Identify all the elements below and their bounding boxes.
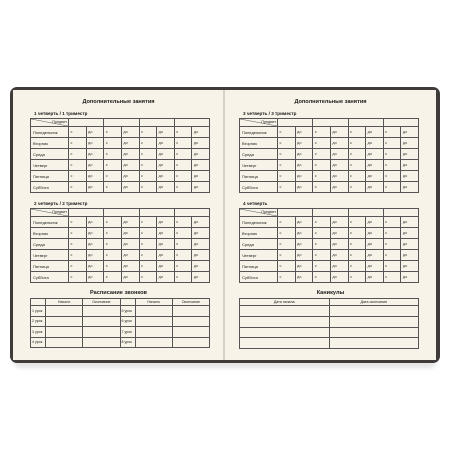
time-to-cell: до [86, 217, 104, 228]
quarter-4-table [239, 208, 419, 283]
subject-header-cell [240, 119, 278, 127]
subject-header-cell [31, 209, 69, 217]
time-to-cell: до [121, 127, 139, 138]
time-to-cell: до [366, 171, 384, 182]
subject-column-cell [383, 119, 418, 127]
time-from-cell: с [69, 228, 87, 239]
time-from-cell: с [139, 272, 157, 283]
time-from-cell: с [174, 149, 192, 160]
time-to-cell: до [366, 182, 384, 193]
subject-column-cell [278, 119, 313, 127]
time-from-cell: с [278, 250, 296, 261]
time-from-cell: с [383, 182, 401, 193]
time-from-cell: с [383, 217, 401, 228]
day-label: Вторник [240, 138, 278, 149]
time-from-cell: с [348, 217, 366, 228]
holiday-end-header: Дата окончания [329, 299, 419, 306]
lesson-label: 3 урок [31, 327, 46, 338]
right-page-title: Дополнительные занятия [294, 99, 367, 105]
time-to-cell: до [192, 228, 210, 239]
lesson-label: 2 урок [31, 316, 46, 327]
bell-schedule-title: Расписание звонков [90, 290, 147, 296]
time-to-cell: до [295, 272, 313, 283]
day-label: Суббота [240, 182, 278, 193]
time-from-cell: с [278, 217, 296, 228]
time-to-cell: до [192, 182, 210, 193]
time-to-cell: до [295, 160, 313, 171]
time-to-cell: до [157, 228, 175, 239]
time-from-cell: с [69, 272, 87, 283]
time-to-cell: до [86, 127, 104, 138]
day-label: Четверг [240, 250, 278, 261]
time-from-cell: с [139, 239, 157, 250]
day-label: Вторник [31, 138, 69, 149]
bell-end-header: Окончание [83, 299, 120, 306]
time-from-cell: с [104, 149, 122, 160]
time-from-cell: с [139, 182, 157, 193]
time-from-cell: с [313, 138, 331, 149]
day-row [31, 138, 210, 149]
quarter-3-label: 3 четверть / 3 триместр [243, 111, 297, 116]
time-to-cell: до [192, 272, 210, 283]
day-row [240, 239, 419, 250]
time-to-cell: до [86, 171, 104, 182]
time-to-cell: до [121, 171, 139, 182]
subject-header-label: Предмет [261, 119, 276, 124]
subject-column-cell [174, 119, 209, 127]
day-row [31, 272, 210, 283]
time-from-cell: с [174, 239, 192, 250]
time-to-cell: до [86, 182, 104, 193]
time-from-cell: с [139, 138, 157, 149]
time-to-cell: до [330, 250, 348, 261]
holiday-start-header: Дата начала [240, 299, 330, 306]
time-from-cell: с [348, 272, 366, 283]
subject-header-label: Предмет [52, 119, 67, 124]
time-to-cell: до [121, 160, 139, 171]
time-from-cell: с [313, 250, 331, 261]
day-row [31, 239, 210, 250]
time-from-cell: с [313, 182, 331, 193]
time-from-cell: с [69, 171, 87, 182]
time-to-cell: до [401, 182, 419, 193]
time-to-cell: до [295, 250, 313, 261]
time-from-cell: с [139, 217, 157, 228]
time-from-cell: с [383, 127, 401, 138]
lesson-label: 8 урок [120, 337, 135, 348]
time-to-cell: до [401, 228, 419, 239]
time-to-cell: до [192, 239, 210, 250]
right-page [225, 90, 436, 360]
time-to-cell: до [157, 171, 175, 182]
time-to-cell: до [330, 127, 348, 138]
time-from-cell: с [313, 127, 331, 138]
time-from-cell: с [313, 160, 331, 171]
time-to-cell: до [295, 171, 313, 182]
day-label: Вторник [240, 228, 278, 239]
time-from-cell: с [313, 261, 331, 272]
day-row [240, 138, 419, 149]
time-from-cell: с [174, 127, 192, 138]
day-label: Пятница [31, 171, 69, 182]
time-to-cell: до [330, 138, 348, 149]
time-from-cell: с [313, 272, 331, 283]
time-to-cell: до [86, 250, 104, 261]
time-to-cell: до [401, 250, 419, 261]
time-to-cell: до [366, 250, 384, 261]
time-to-cell: до [121, 149, 139, 160]
time-from-cell: с [278, 261, 296, 272]
time-from-cell: с [348, 127, 366, 138]
time-to-cell: до [86, 261, 104, 272]
time-to-cell: до [192, 127, 210, 138]
left-page [13, 90, 224, 360]
time-from-cell: с [104, 171, 122, 182]
day-row [240, 217, 419, 228]
time-from-cell: с [174, 160, 192, 171]
day-label: Понедельник [31, 217, 69, 228]
time-to-cell: до [121, 138, 139, 149]
subject-column-cell [69, 209, 104, 217]
time-from-cell: с [69, 250, 87, 261]
time-to-cell: до [366, 272, 384, 283]
time-from-cell: с [278, 149, 296, 160]
day-label: Среда [240, 239, 278, 250]
time-to-cell: до [295, 217, 313, 228]
time-to-cell: до [157, 149, 175, 160]
time-to-cell: до [86, 138, 104, 149]
lesson-label: 4 урок [31, 337, 46, 348]
time-to-cell: до [366, 138, 384, 149]
time-to-cell: до [121, 217, 139, 228]
time-to-cell: до [366, 217, 384, 228]
subject-column-cell [104, 209, 139, 217]
time-from-cell: с [383, 160, 401, 171]
time-to-cell: до [157, 127, 175, 138]
time-from-cell: с [174, 250, 192, 261]
day-row [240, 228, 419, 239]
time-to-cell: до [157, 182, 175, 193]
time-to-cell: до [157, 250, 175, 261]
time-to-cell: до [330, 160, 348, 171]
time-to-cell: до [366, 261, 384, 272]
time-from-cell: с [348, 250, 366, 261]
quarter-2-label: 2 четверть / 2 триместр [34, 201, 88, 206]
time-to-cell: до [330, 217, 348, 228]
time-to-cell: до [192, 171, 210, 182]
time-to-cell: до [157, 138, 175, 149]
day-label: Пятница [31, 261, 69, 272]
time-to-cell: до [401, 160, 419, 171]
time-from-cell: с [174, 171, 192, 182]
time-to-cell: до [330, 171, 348, 182]
time-from-cell: с [104, 138, 122, 149]
quarter-4-label: 4 четверть [243, 201, 268, 206]
day-label: Среда [240, 149, 278, 160]
time-to-cell: до [401, 149, 419, 160]
time-from-cell: с [139, 171, 157, 182]
day-row [240, 182, 419, 193]
time-to-cell: до [157, 160, 175, 171]
time-from-cell: с [69, 127, 87, 138]
day-row [240, 250, 419, 261]
time-from-cell: с [104, 228, 122, 239]
time-from-cell: с [104, 272, 122, 283]
time-from-cell: с [348, 171, 366, 182]
time-from-cell: с [69, 261, 87, 272]
time-to-cell: до [295, 182, 313, 193]
quarter-1-label: 1 четверть / 1 триместр [34, 111, 88, 116]
time-from-cell: с [174, 217, 192, 228]
day-row [31, 149, 210, 160]
time-from-cell: с [383, 228, 401, 239]
day-row [240, 160, 419, 171]
day-row [31, 182, 210, 193]
subject-header-label: Предмет [261, 209, 276, 214]
time-from-cell: с [104, 239, 122, 250]
day-label: Пятница [240, 171, 278, 182]
time-from-cell: с [313, 171, 331, 182]
time-from-cell: с [69, 138, 87, 149]
time-from-cell: с [69, 217, 87, 228]
time-to-cell: до [330, 239, 348, 250]
day-row [240, 149, 419, 160]
time-to-cell: до [86, 149, 104, 160]
time-from-cell: с [139, 149, 157, 160]
time-to-cell: до [295, 261, 313, 272]
time-to-cell: до [157, 217, 175, 228]
time-from-cell: с [383, 149, 401, 160]
subject-column-cell [104, 119, 139, 127]
time-from-cell: с [139, 127, 157, 138]
left-page-title: Дополнительные занятия [82, 99, 155, 105]
time-from-cell: с [139, 261, 157, 272]
time-from-cell: с [313, 239, 331, 250]
time-from-cell: с [278, 160, 296, 171]
holidays-table [239, 298, 419, 349]
time-to-cell: до [401, 127, 419, 138]
time-from-cell: с [348, 261, 366, 272]
holidays-title: Каникулы [316, 290, 345, 296]
subject-column-cell [139, 209, 174, 217]
time-to-cell: до [295, 239, 313, 250]
time-from-cell: с [348, 228, 366, 239]
day-row [31, 250, 210, 261]
time-to-cell: до [366, 228, 384, 239]
time-from-cell: с [348, 138, 366, 149]
subject-column-cell [174, 209, 209, 217]
time-from-cell: с [278, 171, 296, 182]
time-to-cell: до [121, 182, 139, 193]
subject-header-label: Предмет [52, 209, 67, 214]
time-to-cell: до [121, 239, 139, 250]
day-label: Четверг [240, 160, 278, 171]
bell-end-header: Окончание [172, 299, 209, 306]
day-label: Суббота [31, 182, 69, 193]
time-from-cell: с [383, 250, 401, 261]
time-from-cell: с [313, 228, 331, 239]
time-to-cell: до [366, 149, 384, 160]
quarter-3-table [239, 118, 419, 193]
time-from-cell: с [104, 217, 122, 228]
time-from-cell: с [139, 228, 157, 239]
time-to-cell: до [330, 182, 348, 193]
day-row [31, 261, 210, 272]
time-to-cell: до [121, 250, 139, 261]
time-from-cell: с [174, 272, 192, 283]
time-from-cell: с [104, 250, 122, 261]
subject-column-cell [348, 119, 383, 127]
time-to-cell: до [157, 239, 175, 250]
subject-column-cell [383, 209, 418, 217]
time-to-cell: до [121, 272, 139, 283]
time-from-cell: с [69, 182, 87, 193]
day-row [31, 228, 210, 239]
time-to-cell: до [86, 239, 104, 250]
time-to-cell: до [295, 127, 313, 138]
time-from-cell: с [278, 138, 296, 149]
time-from-cell: с [348, 239, 366, 250]
day-label: Среда [31, 239, 69, 250]
day-label: Понедельник [240, 217, 278, 228]
time-from-cell: с [348, 182, 366, 193]
subject-column-cell [313, 209, 348, 217]
time-from-cell: с [383, 261, 401, 272]
day-row [240, 127, 419, 138]
time-from-cell: с [278, 182, 296, 193]
time-from-cell: с [139, 160, 157, 171]
time-from-cell: с [69, 160, 87, 171]
time-from-cell: с [383, 239, 401, 250]
time-from-cell: с [348, 149, 366, 160]
quarter-2-table [30, 208, 210, 283]
subject-column-cell [139, 119, 174, 127]
time-from-cell: с [278, 228, 296, 239]
bell-schedule-table [30, 298, 210, 348]
time-to-cell: до [330, 149, 348, 160]
time-to-cell: до [86, 272, 104, 283]
lesson-label: 7 урок [120, 327, 135, 338]
time-from-cell: с [174, 138, 192, 149]
day-label: Среда [31, 149, 69, 160]
day-label: Вторник [31, 228, 69, 239]
day-label: Четверг [31, 250, 69, 261]
day-label: Суббота [240, 272, 278, 283]
day-label: Понедельник [31, 127, 69, 138]
time-to-cell: до [121, 261, 139, 272]
subject-header-cell [31, 119, 69, 127]
time-to-cell: до [401, 239, 419, 250]
time-to-cell: до [192, 250, 210, 261]
time-to-cell: до [192, 160, 210, 171]
time-to-cell: до [401, 261, 419, 272]
time-to-cell: до [330, 272, 348, 283]
time-from-cell: с [69, 239, 87, 250]
subject-header-cell [240, 209, 278, 217]
time-from-cell: с [104, 182, 122, 193]
time-to-cell: до [330, 228, 348, 239]
time-from-cell: с [313, 149, 331, 160]
time-from-cell: с [174, 182, 192, 193]
time-to-cell: до [330, 261, 348, 272]
day-row [240, 261, 419, 272]
time-from-cell: с [104, 127, 122, 138]
time-from-cell: с [383, 272, 401, 283]
time-to-cell: до [157, 261, 175, 272]
bell-start-header: Начало [135, 299, 172, 306]
time-from-cell: с [278, 127, 296, 138]
time-to-cell: до [157, 272, 175, 283]
day-label: Понедельник [240, 127, 278, 138]
time-from-cell: с [383, 138, 401, 149]
time-from-cell: с [278, 239, 296, 250]
time-to-cell: до [366, 127, 384, 138]
day-row [31, 160, 210, 171]
time-from-cell: с [278, 272, 296, 283]
subject-column-cell [278, 209, 313, 217]
day-row [31, 171, 210, 182]
day-label: Четверг [31, 160, 69, 171]
day-row [240, 171, 419, 182]
time-to-cell: до [401, 217, 419, 228]
time-to-cell: до [192, 261, 210, 272]
day-label: Пятница [240, 261, 278, 272]
lesson-label: 6 урок [120, 316, 135, 327]
time-to-cell: до [295, 149, 313, 160]
subject-column-cell [348, 209, 383, 217]
day-row [31, 217, 210, 228]
time-from-cell: с [348, 160, 366, 171]
bell-start-header: Начало [46, 299, 83, 306]
time-from-cell: с [139, 250, 157, 261]
quarter-1-table [30, 118, 210, 193]
time-to-cell: до [401, 138, 419, 149]
time-to-cell: до [366, 160, 384, 171]
time-to-cell: до [192, 149, 210, 160]
subject-column-cell [313, 119, 348, 127]
time-from-cell: с [69, 149, 87, 160]
lesson-label: 5 урок [120, 306, 135, 317]
subject-column-cell [69, 119, 104, 127]
time-from-cell: с [104, 160, 122, 171]
time-from-cell: с [313, 217, 331, 228]
day-row [31, 127, 210, 138]
time-from-cell: с [174, 228, 192, 239]
time-to-cell: до [192, 138, 210, 149]
time-to-cell: до [366, 239, 384, 250]
time-to-cell: до [295, 138, 313, 149]
time-to-cell: до [86, 160, 104, 171]
day-label: Суббота [31, 272, 69, 283]
time-from-cell: с [104, 261, 122, 272]
day-row [240, 272, 419, 283]
time-to-cell: до [401, 272, 419, 283]
time-to-cell: до [86, 228, 104, 239]
lesson-label: 1 урок [31, 306, 46, 317]
time-from-cell: с [174, 261, 192, 272]
time-to-cell: до [295, 228, 313, 239]
time-to-cell: до [401, 171, 419, 182]
time-from-cell: с [383, 171, 401, 182]
time-to-cell: до [192, 217, 210, 228]
time-to-cell: до [121, 228, 139, 239]
